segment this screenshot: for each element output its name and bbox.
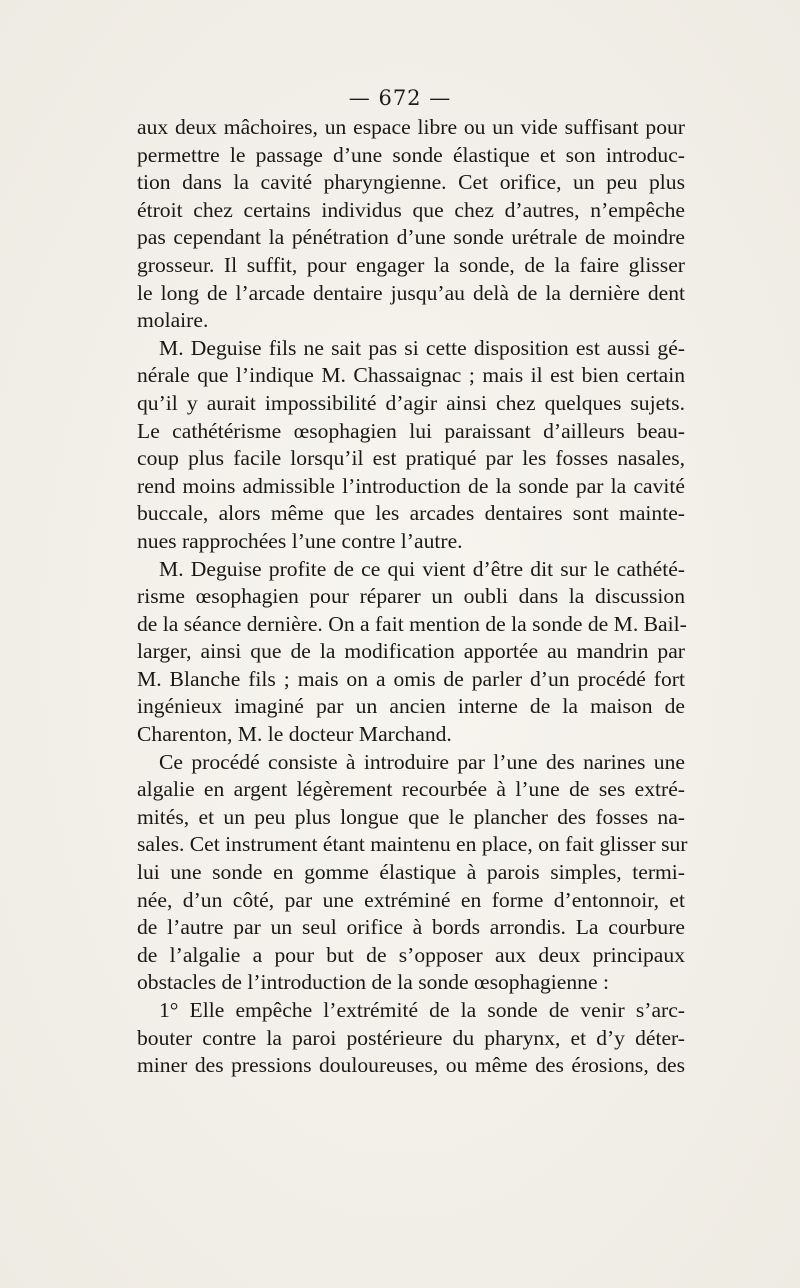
text-line: de la séance dernière. On a fait mention de la sonde de M. Bail- [137, 611, 687, 636]
text-line: M. Deguise profite de ce qui vient d’être dit sur le cathété- [159, 556, 685, 581]
text-line: risme œsophagien pour réparer un oubli dans la discussion [137, 584, 685, 609]
text-line: bouter contre la paroi postérieure du pharynx, et d’y déter- [137, 1025, 685, 1050]
paragraph-5 [137, 997, 685, 1080]
page-number: — 672 — [348, 86, 452, 110]
text-line: M. Blanche fils ; mais on a omis de parler d’un procédé fort [137, 666, 685, 691]
text-line: ingénieux imaginé par un ancien interne de la maison de [137, 694, 685, 719]
text-line: rend moins admissible l’introduction de la sonde par la cavité [137, 473, 685, 498]
text-line: M. Deguise fils ne sait pas si cette disposition est aussi gé- [159, 335, 685, 360]
text-line: nues rapprochées l’une contre l’autre. [137, 528, 463, 553]
text-line: larger, ainsi que de la modification apportée au mandrin par [137, 639, 685, 664]
text-line: Charenton, M. le docteur Marchand. [137, 722, 452, 747]
text-line: mités, et un peu plus longue que le plancher des fosses na- [137, 804, 685, 829]
text-line: Ce procédé consiste à introduire par l’une des narines une [159, 749, 685, 774]
paragraph-3 [137, 556, 685, 749]
text-line: permettre le passage d’une sonde élastique et son introduc- [137, 142, 685, 167]
text-line: miner des pressions douloureuses, ou même des érosions, des [137, 1053, 685, 1078]
text-line: le long de l’arcade dentaire jusqu’au delà de la dernière dent [137, 280, 685, 305]
text-line: coup plus facile lorsqu’il est pratiqué par les fosses nasales, [137, 446, 685, 471]
text-line: de l’algalie a pour but de s’opposer aux deux principaux [137, 942, 685, 967]
text-line: buccale, alors même que les arcades dentaires sont mainte- [137, 501, 685, 526]
text-line: de l’autre par un seul orifice à bords arrondis. La courbure [137, 915, 685, 940]
text-line: obstacles de l’introduction de la sonde œsophagienne : [137, 970, 609, 995]
text-line: étroit chez certains individus que chez d’autres, n’empêche [137, 197, 685, 222]
text-line: qu’il y aurait impossibilité d’agir ainsi chez quelques sujets. [137, 390, 685, 415]
text-line: Le cathétérisme œsophagien lui paraissant d’ailleurs beau- [137, 418, 685, 443]
text-line: née, d’un côté, par une extréminé en forme d’entonnoir, et [137, 887, 685, 912]
paragraph-1 [137, 114, 685, 335]
text-line: molaire. [137, 308, 209, 333]
paragraph-2 [137, 335, 685, 556]
text-line: aux deux mâchoires, un espace libre ou un vide suffisant pour [137, 115, 685, 139]
text-line: tion dans la cavité pharyngienne. Cet orifice, un peu plus [137, 170, 685, 195]
text-line: nérale que l’indique M. Chassaignac ; mais il est bien certain [137, 363, 685, 388]
text-line: lui une sonde en gomme élastique à parois simples, termi- [137, 860, 685, 885]
text-line: 1° Elle empêche l’extrémité de la sonde de venir s’arc- [159, 998, 685, 1022]
text-line: grosseur. Il suffit, pour engager la sonde, de la faire glisser [137, 252, 685, 277]
body-text [137, 114, 688, 1080]
text-line: algalie en argent légèrement recourbée à l’une de ses extré- [137, 777, 685, 802]
text-line: sales. Cet instrument étant maintenu en place, on fait glisser sur [137, 832, 688, 857]
paragraph-4 [137, 749, 688, 997]
text-line: pas cependant la pénétration d’une sonde urétrale de moindre [137, 225, 685, 250]
